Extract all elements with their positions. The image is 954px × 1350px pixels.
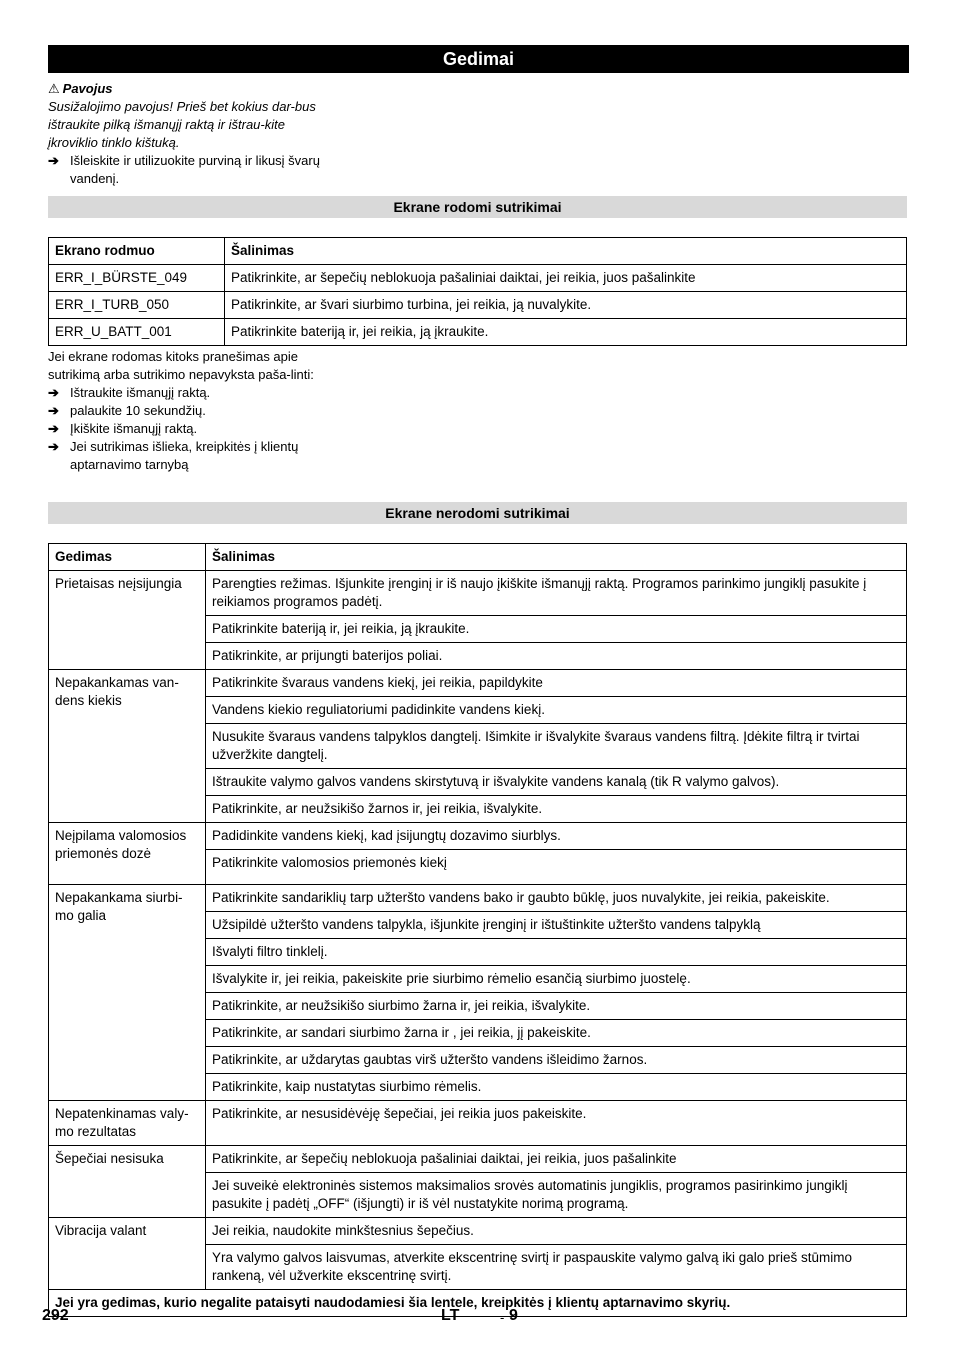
customer-service-note: Jei yra gedimas, kurio negalite pataisyti naudodamiesi šia lentele, kreipkitės į klientų aptarnavimo skyrių.: [49, 1290, 907, 1317]
remedy: Patikrinkite, ar neužsikišo siurbimo žarna ir, jei reikia, išvalykite.: [206, 993, 907, 1020]
remedy: Yra valymo galvos laisvumas, atverkite ekscentrinę svirtį ir paspauskite valymo galvą iki galo prieš stūmimo rankeną, vėl užverkite ekscentrinę svirtį.: [206, 1245, 907, 1290]
table-row: [49, 1146, 907, 1173]
remedy: Patikrinkite, ar švari siurbimo turbina, jei reikia, ją nuvalykite.: [225, 292, 907, 319]
step-text: palaukite 10 sekundžių.: [70, 403, 206, 418]
error-code: ERR_I_BÜRSTE_049: [49, 265, 225, 292]
arrow-icon: ➔: [48, 421, 59, 436]
table-row: [49, 319, 907, 346]
danger-heading-text: Pavojus: [62, 81, 113, 96]
danger-text: Susižalojimo pavojus! Prieš bet kokius dar-bus ištraukite pilką išmanųjį raktą ir ištrau-kite įkroviklio tinklo kištuką.: [48, 99, 316, 150]
table-row: [49, 265, 907, 292]
remedy: Vandens kiekio reguliatoriumi padidinkite vandens kiekį.: [206, 697, 907, 724]
error-code: ERR_U_BATT_001: [49, 319, 225, 346]
page-number: 292: [42, 1307, 69, 1324]
info-text: Jei ekrane rodomas kitoks pranešimas apie sutrikimą arba sutrikimo nepavyksta paša-linti:: [48, 349, 314, 382]
fault-cell: Nepakankamas van-dens kiekis: [49, 670, 206, 823]
language-code: LT: [441, 1307, 460, 1324]
fault-cell: Šepečiai nesisuka: [49, 1146, 206, 1218]
danger-step: [48, 152, 328, 188]
remedy: Padidinkite vandens kiekį, kad įsijungtų dozavimo siurblys.: [206, 823, 907, 850]
arrow-icon: ➔: [48, 439, 59, 454]
remedy: Ištraukite valymo galvos vandens skirstytuvą ir išvalykite vandens kanalą (tik R valymo galvos).: [206, 769, 907, 796]
remedy: Užsipildė užteršto vandens talpykla, išjunkite įrenginį ir ištuštinkite užteršto vandens talpyklą: [206, 912, 907, 939]
remedy: Patikrinkite, kaip nustatytas siurbimo rėmelis.: [206, 1074, 907, 1101]
fault-cell: Neįpilama valomosios priemonės dozė: [49, 823, 206, 885]
column-header: Šalinimas: [206, 544, 907, 571]
remedy: Jei suveikė elektroninės sistemos maksimalios srovės automatinis jungiklis, programos pasirinkimo jungiklį pasukite į padėtį „OFF“ (išjungti) ir iš vėl nustatykite norimą programą.: [206, 1173, 907, 1218]
table-row: [49, 571, 907, 616]
table-row: [49, 885, 907, 912]
list-item: [48, 402, 328, 420]
table-row: [49, 1101, 907, 1146]
remedy: Patikrinkite, ar prijungti baterijos poliai.: [206, 643, 907, 670]
list-item: [48, 384, 328, 402]
table-header-row: [49, 238, 907, 265]
list-item: [48, 438, 328, 474]
column-header: Gedimas: [49, 544, 206, 571]
subsection-title-not-displayed: Ekrane nerodomi sutrikimai: [48, 502, 907, 524]
table-row: [49, 670, 907, 697]
arrow-icon: ➔: [48, 403, 59, 418]
page-separator: -: [500, 1310, 505, 1325]
step-text: Jei sutrikimas išlieka, kreipkitės į klientų aptarnavimo tarnybą: [70, 439, 299, 472]
non-displayed-faults-table: [48, 543, 907, 1317]
subsection-title-displayed: Ekrane rodomi sutrikimai: [48, 196, 907, 218]
danger-notice: [48, 80, 328, 188]
step-text: Įkiškite išmanųjį raktą.: [70, 421, 198, 436]
remedy: Patikrinkite sandariklių tarp užteršto vandens bako ir gaubto būklę, juos nuvalykite, jei reikia, pakeiskite.: [206, 885, 907, 912]
remedy: Patikrinkite, ar šepečių neblokuoja pašaliniai daiktai, jei reikia, juos pašalinkite: [206, 1146, 907, 1173]
fault-cell: Prietaisas neįsijungia: [49, 571, 206, 670]
column-header: Ekrano rodmuo: [49, 238, 225, 265]
list-item: [48, 420, 328, 438]
displayed-faults-table: [48, 237, 907, 346]
remedy: Patikrinkite, ar uždarytas gaubtas virš užteršto vandens išleidimo žarnos.: [206, 1047, 907, 1074]
remedy: Parengties režimas. Išjunkite įrenginį ir iš naujo įkiškite išmanųjį raktą. Programos parinkimo jungiklį pasukite į reikiamos programos padėtį.: [206, 571, 907, 616]
remedy: Patikrinkite, ar neužsikišo žarnos ir, jei reikia, išvalykite.: [206, 796, 907, 823]
remedy: Jei reikia, naudokite minkštesnius šepečius.: [206, 1218, 907, 1245]
table-header-row: [49, 544, 907, 571]
step-text: Ištraukite išmanųjį raktą.: [70, 385, 211, 400]
fault-cell: Nepatenkinamas valy-mo rezultatas: [49, 1101, 206, 1146]
danger-step-text: Išleiskite ir utilizuokite purviną ir likusį švarų vandenį.: [70, 153, 320, 186]
other-message-info: [48, 348, 328, 474]
danger-heading: [48, 80, 328, 98]
remedy: Patikrinkite valomosios priemonės kiekį: [206, 850, 907, 885]
remedy: Patikrinkite, ar nesusidėvėję šepečiai, jei reikia juos pakeiskite.: [206, 1101, 907, 1146]
arrow-icon: ➔: [48, 385, 59, 400]
remedy: Išvalykite ir, jei reikia, pakeiskite prie siurbimo rėmelio esančią siurbimo juostelę.: [206, 966, 907, 993]
warning-icon: ⚠: [48, 81, 60, 96]
table-row: [49, 292, 907, 319]
table-footer-row: [49, 1290, 907, 1317]
error-code: ERR_I_TURB_050: [49, 292, 225, 319]
remedy: Patikrinkite, ar sandari siurbimo žarna ir , jei reikia, jį pakeiskite.: [206, 1020, 907, 1047]
remedy: Patikrinkite bateriją ir, jei reikia, ją įkraukite.: [225, 319, 907, 346]
section-page-number: 9: [509, 1307, 518, 1324]
section-title: Gedimai: [48, 45, 909, 73]
arrow-icon: ➔: [48, 153, 59, 168]
remedy: Nusukite švaraus vandens talpyklos dangtelį. Išimkite ir išvalykite švaraus vandens filtrą. Įdėkite filtrą ir tvirtai užveržkite dangtelį.: [206, 724, 907, 769]
remedy: Patikrinkite bateriją ir, jei reikia, ją įkraukite.: [206, 616, 907, 643]
fault-cell: Vibracija valant: [49, 1218, 206, 1290]
column-header: Šalinimas: [225, 238, 907, 265]
remedy: Patikrinkite, ar šepečių neblokuoja pašaliniai daiktai, jei reikia, juos pašalinkite: [225, 265, 907, 292]
table-row: [49, 1218, 907, 1245]
remedy: Patikrinkite švaraus vandens kiekį, jei reikia, papildykite: [206, 670, 907, 697]
fault-cell: Nepakankama siurbi-mo galia: [49, 885, 206, 1101]
table-row: [49, 823, 907, 850]
remedy: Išvalyti filtro tinklelį.: [206, 939, 907, 966]
